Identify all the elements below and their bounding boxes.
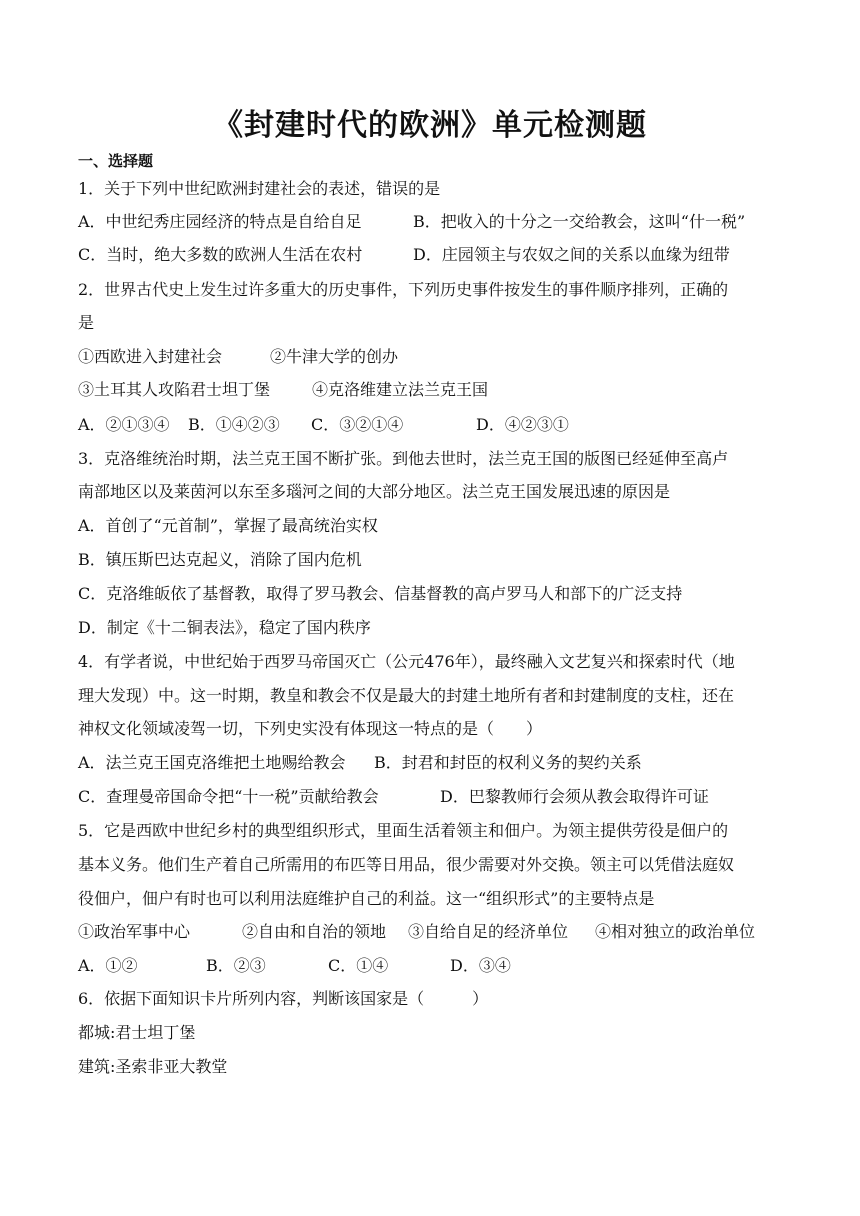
option-b: B．封君和封臣的权利义务的契约关系: [374, 753, 642, 772]
event-item: ①西欧进入封建社会: [78, 347, 223, 366]
knowledge-card-line: 建筑:圣索非亚大教堂: [78, 1057, 228, 1076]
question-4-stem: 理大发现）中。这一时期，教皇和教会不仅是最大的封建土地所有者和封建制度的支柱，还在: [78, 686, 735, 705]
option-d: D．④②③①: [476, 415, 569, 434]
question-2-item-row: [78, 346, 798, 368]
option-d: D．③④: [450, 956, 511, 975]
option-b: B．①④②③: [188, 415, 280, 434]
document-title: 《封建时代的欧洲》单元检测题: [213, 108, 647, 143]
question-5-items: [78, 921, 798, 943]
question-2-item-row: [78, 379, 798, 401]
section-heading: 一、选择题: [78, 152, 154, 170]
question-4-stem: 4．有学者说，中世纪始于西罗马帝国灭亡（公元476年），最终融入文艺复兴和探索时代（地: [78, 652, 735, 671]
option-b: B．镇压斯巴达克起义，消除了国内危机: [78, 550, 362, 569]
question-1-option-row: [78, 211, 798, 233]
option-d: D．庄园领主与农奴之间的关系以血缘为纽带: [413, 245, 730, 264]
option-d: D．巴黎教师行会须从教会取得许可证: [440, 787, 709, 806]
option-d: D．制定《十二铜表法》，稳定了国内秩序: [78, 618, 371, 637]
option-c: C．查理曼帝国命令把“十一税”贡献给教会: [78, 787, 379, 806]
question-4-stem: 神权文化领域凌驾一切，下列史实没有体现这一特点的是（ ）: [78, 719, 543, 738]
event-item: ③土耳其人攻陷君士坦丁堡: [78, 380, 271, 399]
feature-item: ②自由和自治的领地: [242, 922, 387, 941]
question-4-option-row: [78, 786, 798, 808]
question-1-stem: 1．关于下列中世纪欧洲封建社会的表述，错误的是: [78, 179, 441, 198]
event-item: ②牛津大学的创办: [270, 347, 399, 366]
option-a: A．法兰克王国克洛维把土地赐给教会: [78, 753, 346, 772]
option-c: C．克洛维皈依了基督教，取得了罗马教会、信基督教的高卢罗马人和部下的广泛支持: [78, 584, 683, 603]
option-a: A．②①③④: [78, 415, 170, 434]
feature-item: ④相对独立的政治单位: [595, 922, 756, 941]
option-b: B．把收入的十分之一交给教会，这叫“什一税”: [413, 212, 746, 231]
knowledge-card-line: 都城:君士坦丁堡: [78, 1023, 196, 1042]
option-c: C．③②①④: [311, 415, 404, 434]
option-c: C．①④: [328, 956, 389, 975]
question-5-stem: 基本义务。他们生产着自己所需用的布匹等日用品，很少需要对外交换。领主可以凭借法庭奴: [78, 855, 735, 874]
option-a: A．首创了“元首制”，掌握了最高统治实权: [78, 516, 378, 535]
question-4-option-row: [78, 752, 798, 774]
feature-item: ①政治军事中心: [78, 922, 191, 941]
question-2-stem: 2．世界古代史上发生过许多重大的历史事件，下列历史事件按发生的事件顺序排列，正确的: [78, 280, 729, 299]
question-1-option-row: [78, 244, 798, 266]
option-c: C．当时，绝大多数的欧洲人生活在农村: [78, 245, 363, 264]
option-b: B．②③: [206, 956, 266, 975]
question-3-stem: 南部地区以及莱茵河以东至多瑙河之间的大部分地区。法兰克王国发展迅速的原因是: [78, 482, 671, 501]
question-5-stem: 役佃户，佃户有时也可以利用法庭维护自己的利益。这一“组织形式”的主要特点是: [78, 889, 655, 908]
question-5-options: [78, 955, 798, 977]
option-a: A．中世纪秀庄园经济的特点是自给自足: [78, 212, 362, 231]
event-item: ④克洛维建立法兰克王国: [312, 380, 489, 399]
question-5-stem: 5．它是西欧中世纪乡村的典型组织形式，里面生活着领主和佃户。为领主提供劳役是佃户的: [78, 821, 729, 840]
question-2-stem: 是: [78, 313, 95, 332]
option-a: A．①②: [78, 956, 138, 975]
question-2-options: [78, 414, 798, 436]
question-3-stem: 3．克洛维统治时期，法兰克王国不断扩张。到他去世时，法兰克王国的版图已经延伸至高卢: [78, 449, 729, 468]
feature-item: ③自给自足的经济单位: [408, 922, 569, 941]
question-6-stem: 6．依据下面知识卡片所列内容，判断该国家是（ ）: [78, 989, 489, 1008]
